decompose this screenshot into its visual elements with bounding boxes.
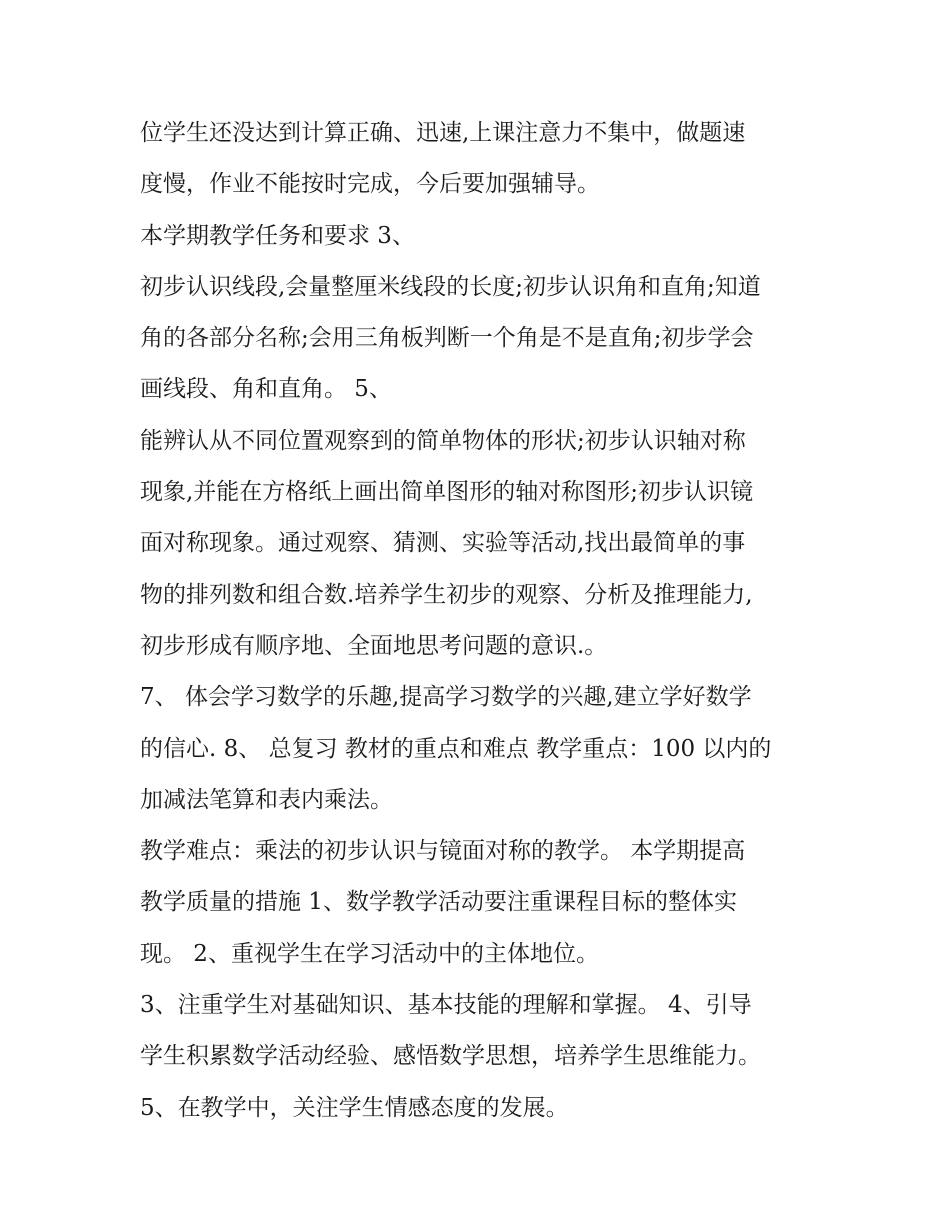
text-line: 3、注重学生对基础知识、基本技能的理解和掌握。 4、引导 xyxy=(140,992,752,1019)
text-line: 现象,并能在方格纸上画出简单图形的轴对称图形;初步认识镜 xyxy=(140,479,754,506)
text-line: 初步认识线段,会量整厘米线段的长度;初步认识角和直角;知道 xyxy=(140,273,761,300)
text-line: 的信心. 8、 总复习 教材的重点和难点 教学重点：100 以内的 xyxy=(140,735,772,762)
text-line: 面对称现象。通过观察、猜测、实验等活动,找出最简单的事 xyxy=(140,530,746,557)
text-line: 本学期教学任务和要求 3、 xyxy=(140,222,415,249)
text-line: 角的各部分名称;会用三角板判断一个角是不是直角;初步学会 xyxy=(140,325,754,352)
text-line: 位学生还没达到计算正确、迅速,上课注意力不集中，做题速 xyxy=(140,120,746,146)
text-line: 5、在教学中，关注学生情感态度的发展。 xyxy=(140,1094,569,1121)
text-line: 现。 2、重视学生在学习活动中的主体地位。 xyxy=(140,940,599,967)
text-line: 加减法笔算和表内乘法。 xyxy=(140,786,393,813)
text-line: 7、 体会学习数学的乐趣,提高学习数学的兴趣,建立学好数学 xyxy=(140,684,752,711)
text-line: 学生积累数学活动经验、感悟数学思想，培养学生思维能力。 xyxy=(140,1043,761,1070)
document-body xyxy=(140,108,820,1134)
text-line: 画线段、角和直角。 5、 xyxy=(140,376,392,403)
text-line: 物的排列数和组合数.培养学生初步的观察、分析及推理能力, xyxy=(140,581,753,608)
text-line: 初步形成有顺序地、全面地思考问题的意识.。 xyxy=(140,632,608,659)
text-line: 教学质量的措施 1、数学教学活动要注重课程目标的整体实 xyxy=(140,889,737,916)
text-line: 教学难点：乘法的初步认识与镜面对称的教学。 本学期提高 xyxy=(140,838,746,865)
text-line: 度慢，作业不能按时完成，今后要加强辅导。 xyxy=(140,171,600,198)
text-line: 能辨认从不同位置观察到的简单物体的形状;初步认识轴对称 xyxy=(140,427,746,454)
